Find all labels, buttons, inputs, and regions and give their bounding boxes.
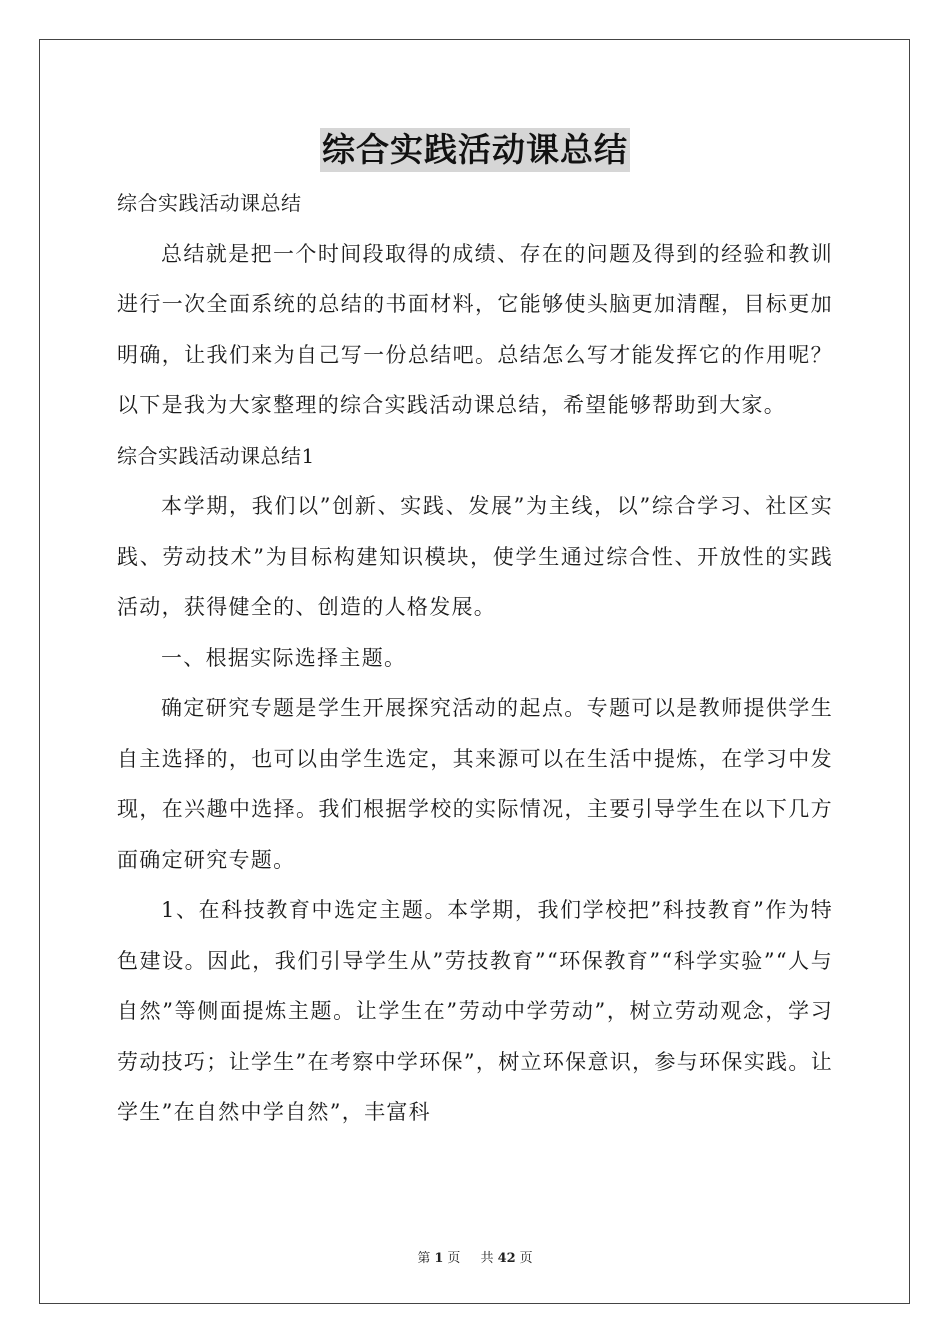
- intro-paragraph: 总结就是把一个时间段取得的成绩、存在的问题及得到的经验和教训进行一次全面系统的总结的书面材料，它能够使头脑更加清醒，目标更加明确，让我们来为自己写一份总结吧。总结怎么写才能发挥它的作用呢？以下是我为大家整理的综合实践活动课总结，希望能够帮助到大家。: [117, 241, 833, 417]
- total-pages: 42: [497, 1251, 516, 1266]
- section-heading: 综合实践活动课总结1: [117, 443, 315, 468]
- page-footer: [0, 1247, 950, 1266]
- page-prefix: 第: [417, 1251, 431, 1266]
- total-suffix: 页: [519, 1251, 533, 1266]
- paragraph: 确定研究专题是学生开展探究活动的起点。专题可以是教师提供学生自主选择的，也可以由学生选定，其来源可以在生活中提炼，在学习中发现，在兴趣中选择。我们根据学校的实际情况，主要引导学生在以下几方面确定研究专题。: [117, 696, 833, 872]
- page-number: [413, 1251, 464, 1266]
- paragraph: 1、在科技教育中选定主题。本学期，我们学校把”科技教育”作为特色建设。因此，我们引导学生从”劳技教育”“环保教育”“科学实验”“人与自然”等侧面提炼主题。让学生在”劳动中学劳动”，树立劳动观念，学习劳动技巧；让学生”在考察中学环保”，树立环保意识，参与环保实践。让学生”在自然中学自然”，丰富科: [117, 898, 833, 1124]
- subtitle: 综合实践活动课总结: [117, 191, 302, 215]
- total-prefix: 共: [480, 1251, 494, 1266]
- current-page: 1: [434, 1251, 444, 1266]
- paragraph: 本学期，我们以”创新、实践、发展”为主线，以”综合学习、社区实践、劳动技术”为目标构建知识模块，使学生通过综合性、开放性的实践活动，获得健全的、创造的人格发展。: [117, 494, 833, 619]
- document-title: 综合实践活动课总结: [320, 128, 630, 172]
- title-area: [0, 128, 950, 172]
- document-body: [117, 178, 833, 1138]
- page-suffix: 页: [447, 1251, 461, 1266]
- page-total: [477, 1251, 537, 1266]
- paragraph: 一、根据实际选择主题。: [161, 645, 407, 670]
